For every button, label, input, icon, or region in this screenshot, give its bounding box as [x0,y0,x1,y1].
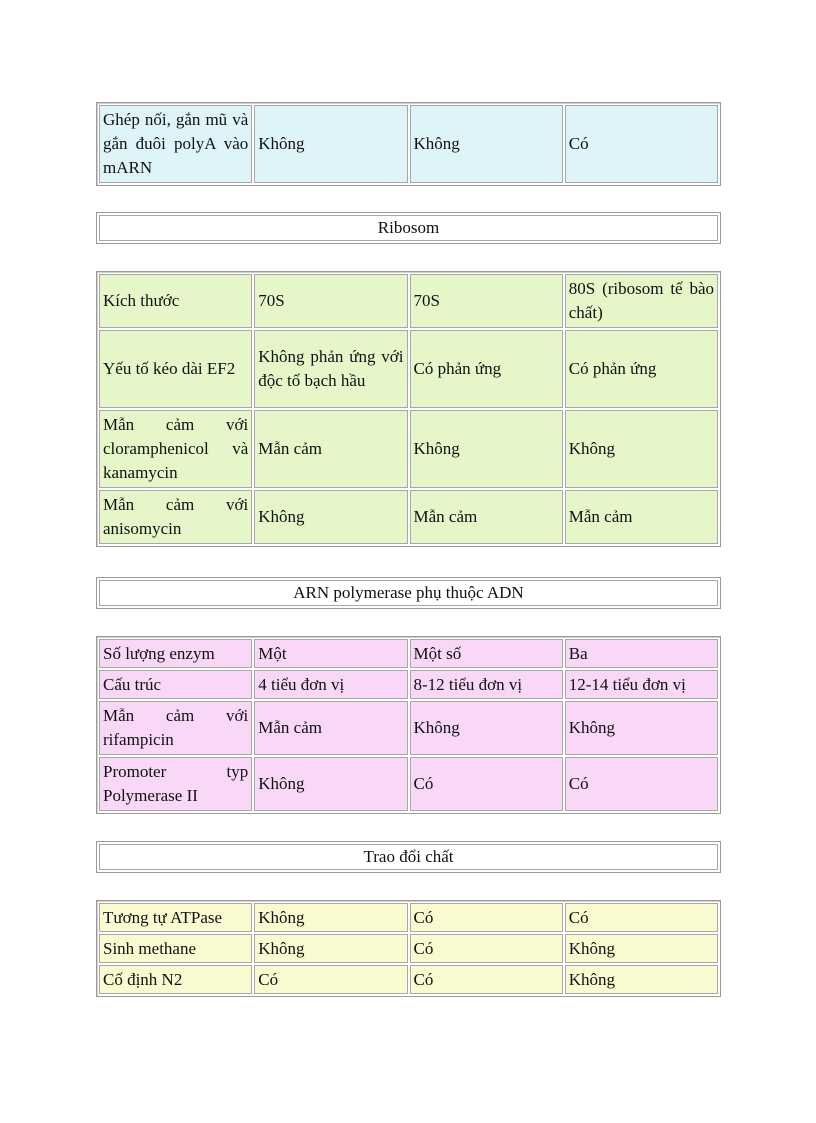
section-title: Ribosom [99,215,718,241]
table-row [99,757,718,811]
table-cell: Có [565,903,718,932]
row-label: Số lượng enzym [99,639,252,668]
table-cell: 80S (ribosom tế bào chất) [565,274,718,328]
table-cell: Không [565,965,718,994]
row-label: Ghép nối, gắn mũ và gắn đuôi polyA vào mARN [99,105,252,183]
table-cell: 4 tiểu đơn vị [254,670,407,699]
table-cell: Không [565,934,718,963]
section-title: Trao đổi chất [99,844,718,870]
table-cell: Có [565,757,718,811]
row-label: Sinh methane [99,934,252,963]
row-label: Promoter typ Polymerase II [99,757,252,811]
table-row [99,105,718,183]
table-row [99,670,718,699]
table-cell: Có [254,965,407,994]
table-row [99,410,718,488]
table-rna-polymerase [96,636,721,814]
table-cell: Có phản ứng [565,330,718,408]
row-label: Tương tự ATPase [99,903,252,932]
table-ribosome [96,271,721,547]
table-row [99,965,718,994]
table-cell: Mẫn cảm [565,490,718,544]
table-splicing [96,102,721,186]
table-cell: Không [565,701,718,755]
row-label: Kích thước [99,274,252,328]
section-header-rna-polymerase [96,577,721,609]
table-cell: Một số [410,639,563,668]
table-cell: 8-12 tiểu đơn vị [410,670,563,699]
table-cell: Không [410,701,563,755]
table-cell: Không phản ứng với độc tố bạch hầu [254,330,407,408]
table-cell: Mẫn cảm [254,701,407,755]
table-cell: Không [254,903,407,932]
section-header-ribosome [96,212,721,244]
section-header-metabolism [96,841,721,873]
table-cell: 70S [254,274,407,328]
table-row [99,701,718,755]
table-cell: Có phản ứng [410,330,563,408]
row-label: Cố định N2 [99,965,252,994]
table-row [99,639,718,668]
table-cell: Có [410,965,563,994]
table-metabolism [96,900,721,997]
table-cell: Không [254,105,407,183]
table-row [99,903,718,932]
table-cell: 70S [410,274,563,328]
table-row [99,490,718,544]
table-cell: Mẫn cảm [410,490,563,544]
table-cell: Không [565,410,718,488]
table-cell: Ba [565,639,718,668]
table-cell: Có [410,903,563,932]
table-cell: Không [254,490,407,544]
table-cell: Không [410,105,563,183]
table-cell: Có [410,934,563,963]
table-cell: Một [254,639,407,668]
table-cell: Không [410,410,563,488]
table-row [99,934,718,963]
row-label: Cấu trúc [99,670,252,699]
table-row [99,330,718,408]
row-label: Mẫn cảm với cloramphenicol và kanamycin [99,410,252,488]
table-cell: Mẫn cảm [254,410,407,488]
table-cell: 12-14 tiểu đơn vị [565,670,718,699]
table-row [99,274,718,328]
table-cell: Có [565,105,718,183]
table-cell: Có [410,757,563,811]
row-label: Mẫn cảm với anisomycin [99,490,252,544]
row-label: Mẫn cảm với rifampicin [99,701,252,755]
row-label: Yếu tố kéo dài EF2 [99,330,252,408]
section-title: ARN polymerase phụ thuộc ADN [99,580,718,606]
table-cell: Không [254,757,407,811]
table-cell: Không [254,934,407,963]
